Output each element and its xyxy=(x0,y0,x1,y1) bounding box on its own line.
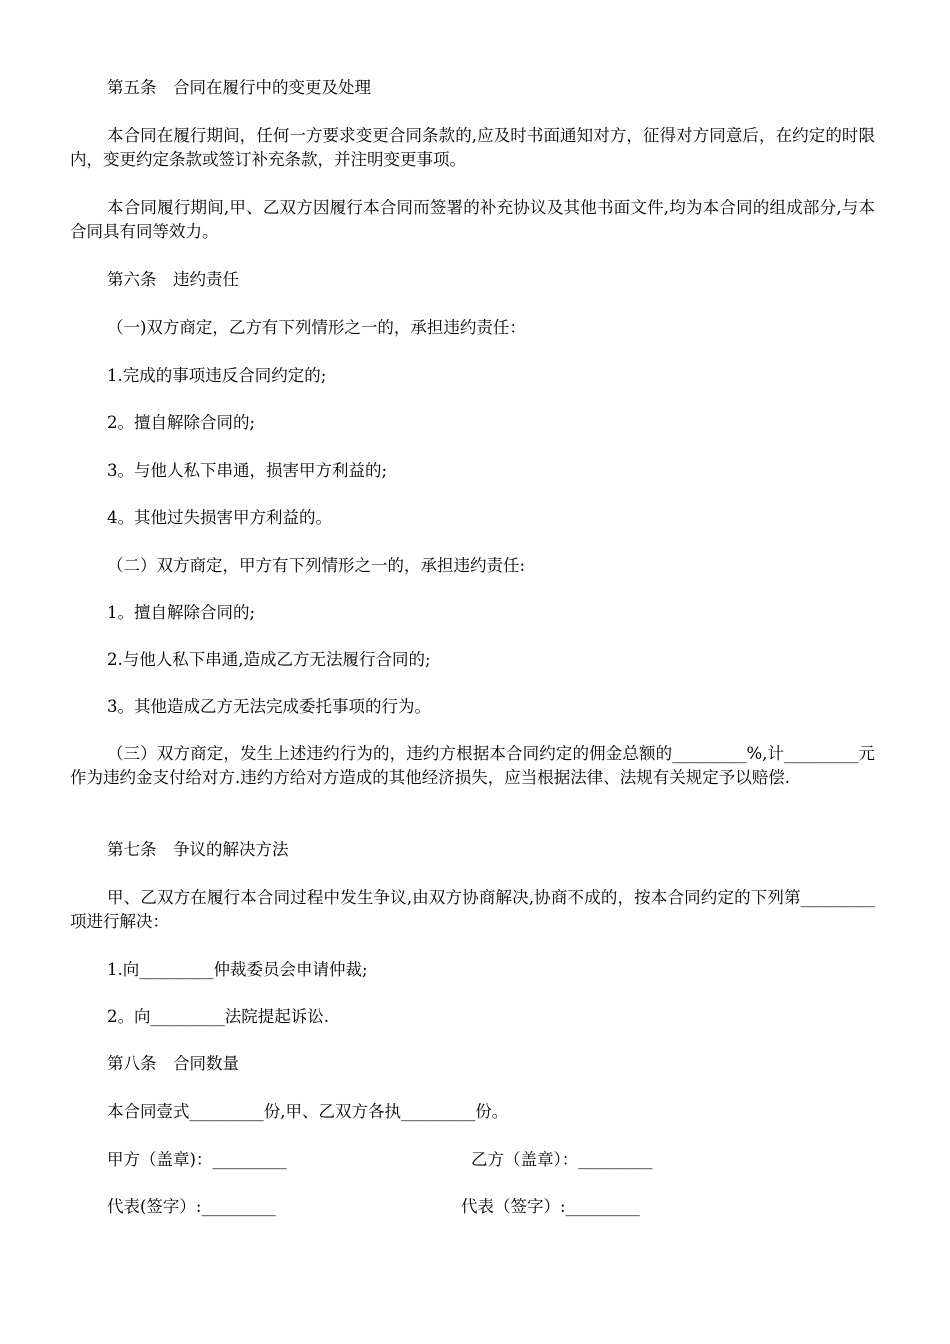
article-6-heading: 第六条 违约责任 xyxy=(107,270,239,289)
article-7-option-1: 1.向_________仲裁委员会申请仲裁; xyxy=(107,960,368,979)
clause-6-2-item-1: 1。擅自解除合同的; xyxy=(107,603,256,622)
clause-6-3: （三）双方商定，发生上述违约行为的，违约方根据本合同约定的佣金总额的_________%,计_________元作为违约金支付给对方.违约方给对方造成的其他经济损失，应当根据法律、法规有关规定予以赔偿. xyxy=(70,744,875,787)
clause-6-1-item-3: 3。与他人私下串通，损害甲方利益的; xyxy=(107,461,388,480)
party-a-seal-line: 甲方（盖章)：_________ xyxy=(107,1150,287,1169)
article-8-heading: 第八条 合同数量 xyxy=(107,1054,239,1073)
article-8-paragraph: 本合同壹式_________份,甲、乙双方各执_________份。 xyxy=(107,1102,509,1121)
article-7-heading: 第七条 争议的解决方法 xyxy=(107,840,289,859)
clause-6-1-item-2: 2。擅自解除合同的; xyxy=(107,413,256,432)
clause-6-1-item-4: 4。其他过失损害甲方利益的。 xyxy=(107,508,332,527)
article-7-option-2: 2。向_________法院提起诉讼. xyxy=(107,1007,329,1026)
clause-6-2-item-3: 3。其他造成乙方无法完成委托事项的行为。 xyxy=(107,697,431,716)
clause-6-2-intro: （二）双方商定，甲方有下列情形之一的，承担违约责任: xyxy=(107,556,526,575)
article-5-paragraph-2: 本合同履行期间,甲、乙双方因履行本合同而签署的补充协议及其他书面文件,均为本合同的组成部分,与本合同具有同等效力。 xyxy=(70,198,875,241)
clause-6-2-item-2: 2.与他人私下串通,造成乙方无法履行合同的; xyxy=(107,650,431,669)
party-b-seal-line: 乙方（盖章）：_________ xyxy=(471,1150,653,1169)
article-7-paragraph: 甲、乙双方在履行本合同过程中发生争议,由双方协商解决,协商不成的，按本合同约定的下列第_________项进行解决： xyxy=(70,888,875,931)
article-5-heading: 第五条 合同在履行中的变更及处理 xyxy=(107,78,371,97)
party-b-representative-line: 代表（签字）:_________ xyxy=(461,1197,640,1216)
clause-6-1-item-1: 1.完成的事项违反合同约定的; xyxy=(107,366,327,385)
article-5-paragraph-1: 本合同在履行期间，任何一方要求变更合同条款的,应及时书面通知对方，征得对方同意后，在约定的时限内，变更约定条款或签订补充条款，并注明变更事项。 xyxy=(70,126,875,169)
party-a-representative-line: 代表(签字）:_________ xyxy=(107,1197,276,1216)
clause-6-1-intro: （一)双方商定，乙方有下列情形之一的，承担违约责任： xyxy=(107,318,526,337)
